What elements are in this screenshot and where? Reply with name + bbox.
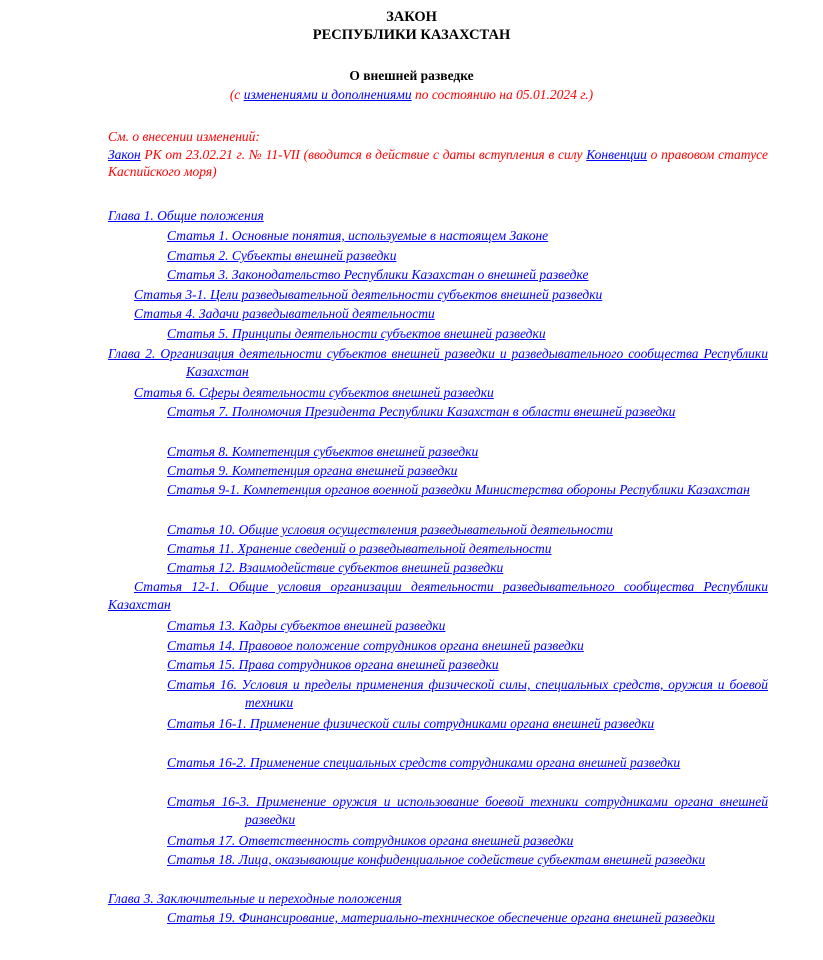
law-heading-line2: РЕСПУБЛИКИ КАЗАХСТАН xyxy=(312,27,511,43)
convention-link[interactable]: Конвенции xyxy=(586,146,647,162)
toc-article-7[interactable]: Статья 7. Полномочия Президента Республики Казахстан в области внешней разведки xyxy=(167,404,676,419)
toc-article-3-1[interactable]: Статья 3-1. Цели разведывательной деятельности субъектов внешней разведки xyxy=(134,287,603,302)
toc-article-16-2[interactable]: Статья 16-2. Применение специальных средств сотрудниками органа внешней разведки xyxy=(167,755,681,770)
toc-article-6[interactable]: Статья 6. Сферы деятельности субъектов внешней разведки xyxy=(134,385,494,400)
toc-article-16[interactable]: Статья 16. Условия и пределы применения физической силы, специальных средств, оружия и боевой техники xyxy=(167,677,768,710)
changes-text-part1: РК от 23.02.21 г. № 11-VII (вводится в действие с даты вступления в силу xyxy=(140,146,587,162)
toc-article-14[interactable]: Статья 14. Правовое положение сотрудников органа внешней разведки xyxy=(167,638,584,653)
toc-article-15[interactable]: Статья 15. Права сотрудников органа внешней разведки xyxy=(167,657,499,672)
toc-article-19[interactable]: Статья 19. Финансирование, материально-техническое обеспечение органа внешней разведки xyxy=(167,910,715,925)
toc-article-8[interactable]: Статья 8. Компетенция субъектов внешней разведки xyxy=(167,444,479,459)
toc-article-12[interactable]: Статья 12. Взаимодействие субъектов внешней разведки xyxy=(167,560,504,575)
changes-text-part2: о правовом статусе Каспийского моря) xyxy=(108,146,768,179)
status-suffix: по состоянию на 05.01.2024 г.) xyxy=(411,87,594,102)
toc-article-16-1[interactable]: Статья 16-1. Применение физической силы сотрудниками органа внешней разведки xyxy=(167,716,655,731)
amendments-link[interactable]: изменениями и дополнениями xyxy=(243,87,412,102)
toc-chapter-1[interactable]: Глава 1. Общие положения xyxy=(108,208,264,223)
toc-article-13[interactable]: Статья 13. Кадры субъектов внешней разведки xyxy=(167,618,446,633)
changes-heading: См. о внесении изменений: xyxy=(108,129,260,144)
law-heading-line1: ЗАКОН xyxy=(386,9,437,25)
toc-article-12-1[interactable]: Статья 12-1. Общие условия организации деятельности разведывательного сообщества Республики Казахстан xyxy=(108,579,768,612)
toc-article-2[interactable]: Статья 2. Субъекты внешней разведки xyxy=(167,248,397,263)
toc-chapter-2[interactable]: Глава 2. Организация деятельности субъектов внешней разведки и разведывательного сообщества Республики Казахстан xyxy=(108,346,768,379)
toc-article-9[interactable]: Статья 9. Компетенция органа внешней разведки xyxy=(167,463,458,478)
toc-article-3[interactable]: Статья 3. Законодательство Республики Казахстан о внешней разведке xyxy=(167,267,589,282)
toc-article-17[interactable]: Статья 17. Ответственность сотрудников органа внешней разведки xyxy=(167,833,574,848)
toc-article-16-3[interactable]: Статья 16-3. Применение оружия и использование боевой техники сотрудниками органа внешней разведки xyxy=(167,794,768,827)
toc-chapter-3[interactable]: Глава 3. Заключительные и переходные положения xyxy=(108,891,402,906)
toc-article-9-1[interactable]: Статья 9-1. Компетенция органов военной разведки Министерства обороны Республики Казахстан xyxy=(167,482,750,497)
toc-article-5[interactable]: Статья 5. Принципы деятельности субъектов внешней разведки xyxy=(167,326,546,341)
status-prefix: (с xyxy=(229,87,244,102)
toc-article-1[interactable]: Статья 1. Основные понятия, используемые в настоящем Законе xyxy=(167,228,549,243)
law-title: О внешней разведке xyxy=(349,68,474,83)
toc-article-4[interactable]: Статья 4. Задачи разведывательной деятельности xyxy=(134,306,435,321)
toc-article-10[interactable]: Статья 10. Общие условия осуществления разведывательной деятельности xyxy=(167,522,613,537)
toc-article-11[interactable]: Статья 11. Хранение сведений о разведывательной деятельности xyxy=(167,541,552,556)
toc-article-18[interactable]: Статья 18. Лица, оказывающие конфиденциальное содействие субъектам внешней разведки xyxy=(167,852,706,867)
law-link[interactable]: Закон xyxy=(108,146,141,162)
